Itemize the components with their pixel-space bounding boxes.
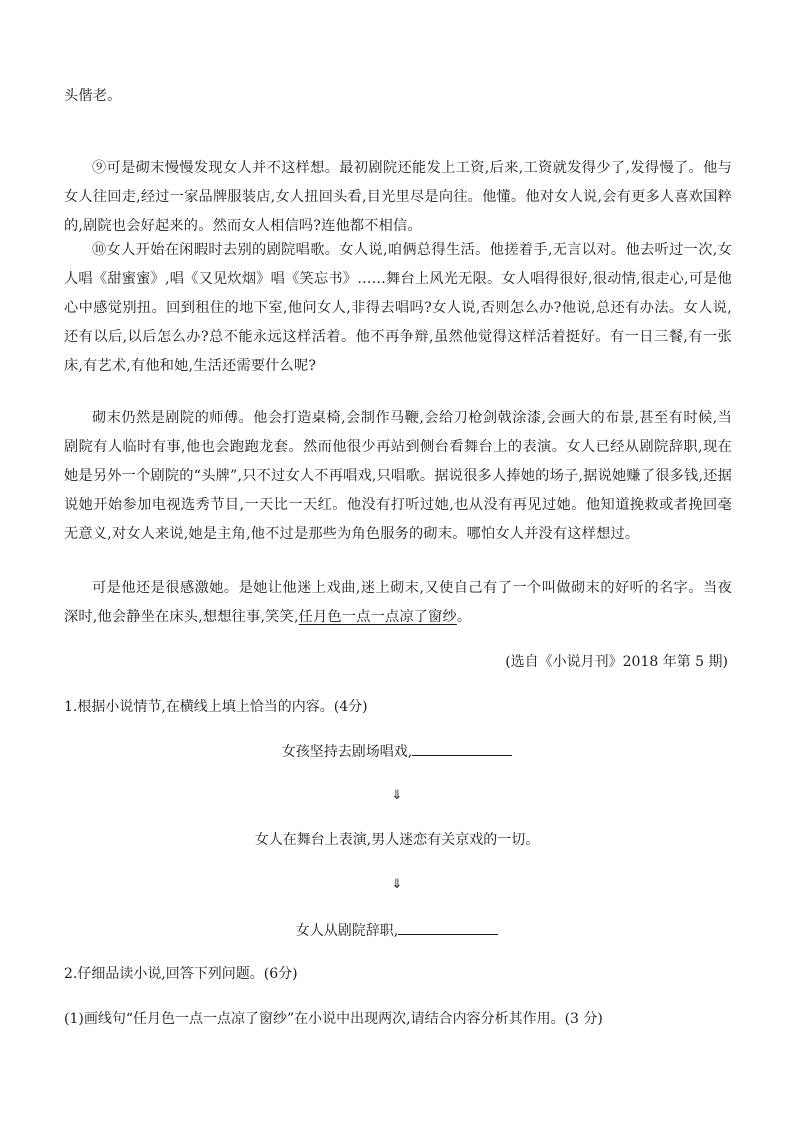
source-citation: (选自《小说月刊》2018 年第 5 期) — [505, 654, 728, 670]
question-2-sub-1: (1)画线句“任月色一点一点凉了窗纱”在小说中出现两次,请结合内容分析其作用。(3 分) — [64, 1011, 603, 1027]
paragraph-12-end: 。 — [456, 609, 472, 625]
down-arrow-icon: ⇓ — [391, 788, 403, 803]
paragraph-tail: 头偕老。 — [64, 88, 122, 104]
paragraph-11: 砌末仍然是剧院的师傅。他会打造桌椅,会制作马鞭,会给刀枪剑戟涂漆,会画大的布景,甚至有时候,当剧院有人临时有事,他也会跑跑龙套。然而他很少再站到侧台看舞台上的表演。女人已经从剧院辞职,现在她是另外一个剧院的“头牌”,只不过女人不再唱戏,只唱歌。据说很多人捧她的场子,据说她赚了很多钱,还据说她开始参加电视选秀节目,一天比一天红。他没有打听过她,也从没有再见过她。他知道挽救或者挽回毫无意义,对女人来说,她是主角,他不过是那些为角色服务的砌末。哪怕女人并没有这样想过。 — [64, 410, 732, 542]
paragraph-10: ⑩女人开始在闲暇时去别的剧院唱歌。女人说,咱俩总得生活。他搓着手,无言以对。他去听过一次,女人唱《甜蜜蜜》,唱《又见炊烟》唱《笑忘书》……舞台上风光无限。女人唱得很好,很动情,很走心,可是他心中感觉别扭。回到租住的地下室,他问女人,非得去唱吗?女人说,否则怎么办?他说,总还有办法。女人说,还有以后,以后怎么办?总不能永远这样活着。他不再争辩,虽然他觉得这样活着挺好。有一日三餐,有一张床,有艺术,有他和她,生活还需要什么呢? — [64, 242, 732, 374]
underlined-sentence: 任月色一点一点凉了窗纱 — [298, 609, 457, 625]
flow-step-3 — [0, 920, 794, 941]
down-arrow-icon: ⇓ — [391, 877, 403, 892]
flow-step-1 — [0, 741, 794, 762]
flow-step-3-text: 女人从剧院辞职, — [295, 923, 399, 939]
answer-blank-2[interactable] — [398, 920, 498, 935]
answer-blank-1[interactable] — [412, 741, 512, 756]
question-2: 2.仔细品读小说,回答下列问题。(6分) — [64, 966, 298, 982]
paragraph-12-text: 可是他还是很感激她。是她让他迷上戏曲,迷上砌末,又使自己有了一个叫做砌末的好听的名字。当夜深时,他会静坐在床头,想想往事,笑笑, — [64, 580, 732, 625]
flow-step-1-text: 女孩坚持去剧场唱戏, — [281, 744, 413, 760]
paragraph-9: ⑨可是砌末慢慢发现女人并不这样想。最初剧院还能发上工资,后来,工资就发得少了,发得慢了。他与女人往回走,经过一家品牌服装店,女人扭回头看,目光里尽是向往。他懂。他对女人说,会有更多人喜欢国粹的,剧院也会好起来的。然而女人相信吗?连他都不相信。 — [64, 160, 732, 234]
flow-step-2: 女人在舞台上表演,男人迷恋有关京戏的一切。 — [254, 832, 540, 848]
question-1: 1.根据小说情节,在横线上填上恰当的内容。(4分) — [64, 699, 368, 715]
paragraph-12 — [64, 574, 732, 632]
